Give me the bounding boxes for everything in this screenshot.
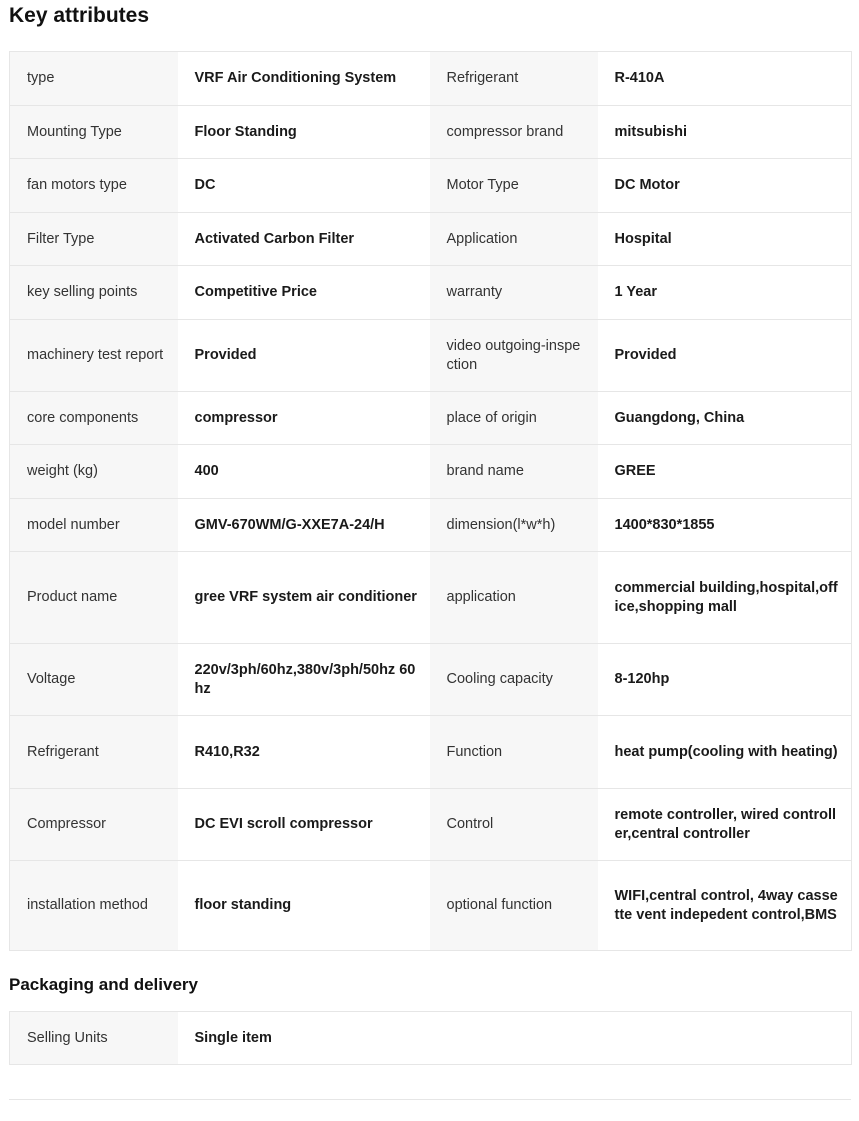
attribute-label: Application [430,213,598,266]
attribute-row [10,159,852,213]
attribute-label: optional function [430,861,598,951]
attribute-label: key selling points [10,266,178,320]
attribute-label: brand name [430,445,598,499]
attribute-label: core components [10,392,178,445]
attribute-row [10,213,852,266]
attribute-label: Product name [10,552,178,644]
attribute-value: R410,R32 [178,716,430,789]
attribute-value: 1400*830*1855 [598,499,852,552]
attribute-row [10,499,852,552]
attribute-value: GREE [598,445,852,499]
attribute-value: floor standing [178,861,430,951]
packaging-heading: Packaging and delivery [9,975,198,994]
attribute-row [10,266,852,320]
attribute-label: Mounting Type [10,106,178,159]
attribute-value: DC [178,159,430,213]
attribute-label: Refrigerant [430,52,598,106]
attribute-label: model number [10,499,178,552]
attribute-label: Function [430,716,598,789]
attribute-label: Cooling capacity [430,644,598,716]
attribute-value: Single item [178,1012,852,1065]
attribute-row [10,716,852,789]
attribute-value: compressor [178,392,430,445]
attribute-label: machinery test report [10,320,178,392]
attribute-label: Control [430,789,598,861]
attribute-value: mitsubishi [598,106,852,159]
attribute-label: Voltage [10,644,178,716]
attribute-value: R-410A [598,52,852,106]
attribute-value: Hospital [598,213,852,266]
attribute-value: DC Motor [598,159,852,213]
attribute-value: 220v/3ph/60hz,380v/3ph/50hz 60hz [178,644,430,716]
attribute-value: remote controller, wired controller,central controller [598,789,852,861]
attribute-value: Provided [598,320,852,392]
attribute-label: place of origin [430,392,598,445]
attribute-value: VRF Air Conditioning System [178,52,430,106]
attribute-row [10,644,852,716]
attribute-label: video outgoing-inspection [430,320,598,392]
packaging-table [9,1011,852,1065]
section-divider [9,1099,851,1100]
attribute-label: dimension(l*w*h) [430,499,598,552]
attribute-label: compressor brand [430,106,598,159]
attribute-value: 8-120hp [598,644,852,716]
attribute-row [10,106,852,159]
attribute-label: type [10,52,178,106]
attribute-value: 400 [178,445,430,499]
attribute-value: DC EVI scroll compressor [178,789,430,861]
attribute-value: GMV-670WM/G-XXE7A-24/H [178,499,430,552]
attribute-label: Filter Type [10,213,178,266]
attribute-label: Selling Units [10,1012,178,1065]
attribute-label: Compressor [10,789,178,861]
attribute-value: commercial building,hospital,office,shopping mall [598,552,852,644]
attribute-label: Refrigerant [10,716,178,789]
attribute-label: Motor Type [430,159,598,213]
attribute-label: weight (kg) [10,445,178,499]
attribute-label: application [430,552,598,644]
attribute-value: WIFI,central control, 4way cassette vent indepedent control,BMS [598,861,852,951]
attribute-value: heat pump(cooling with heating) [598,716,852,789]
attribute-value: Provided [178,320,430,392]
attribute-label: installation method [10,861,178,951]
attribute-row [10,861,852,951]
attribute-row [10,1012,852,1065]
attribute-value: Floor Standing [178,106,430,159]
attribute-row [10,320,852,392]
attribute-value: Guangdong, China [598,392,852,445]
attribute-label: fan motors type [10,159,178,213]
attribute-value: 1 Year [598,266,852,320]
attribute-row [10,445,852,499]
attribute-value: gree VRF system air conditioner [178,552,430,644]
attribute-value: Competitive Price [178,266,430,320]
attribute-row [10,52,852,106]
attribute-value: Activated Carbon Filter [178,213,430,266]
attribute-row [10,789,852,861]
key-attributes-heading: Key attributes [9,4,150,27]
key-attributes-table [9,51,852,951]
attribute-label: warranty [430,266,598,320]
attribute-row [10,392,852,445]
attribute-row [10,552,852,644]
